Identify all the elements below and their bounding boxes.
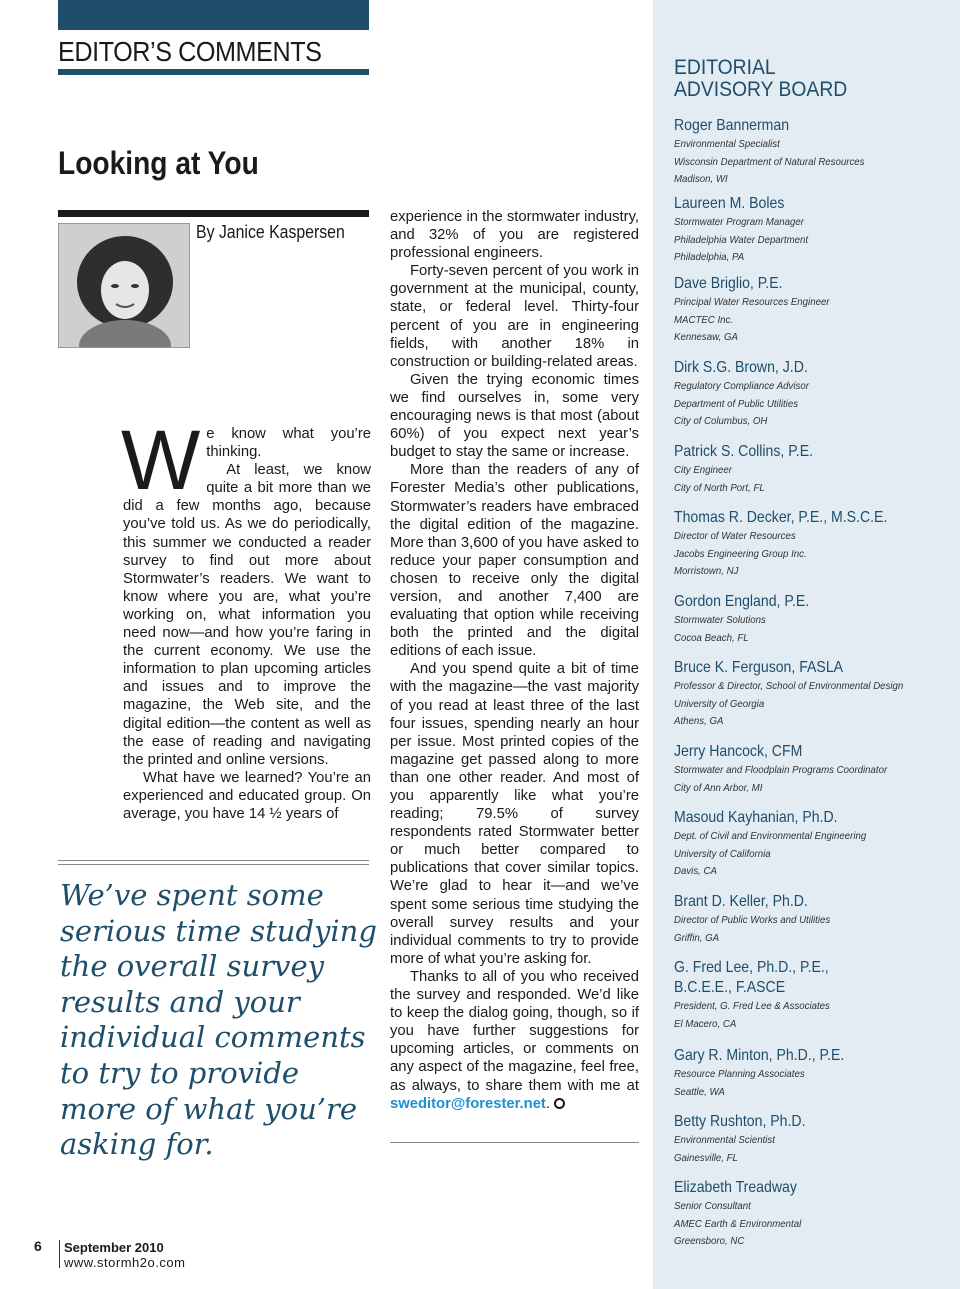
member-detail: Cocoa Beach, FL xyxy=(674,631,749,644)
member-detail: Griffin, GA xyxy=(674,931,720,944)
article-paragraph: More than the readers of any of Forester Media’s other publications, Stormwater’s readers have embraced the digital edition of the magazine. More than 3,600 of you have asked to reduce your paper consumption and chosen to receive only the digital version, and another 7,400 are evaluating that option while receiving both the printed and the digital editions of each issue. xyxy=(390,462,639,660)
member-name: Gary R. Minton, Ph.D., P.E. xyxy=(674,1047,845,1064)
member-detail: Davis, CA xyxy=(674,865,717,877)
board-member xyxy=(674,958,954,1033)
member-name: G. Fred Lee, Ph.D., P.E., xyxy=(674,959,829,976)
section-title: EDITOR’S COMMENTS xyxy=(58,36,322,67)
header-color-bar xyxy=(58,0,369,30)
board-member xyxy=(674,274,954,347)
member-name: Patrick S. Collins, P.E. xyxy=(674,443,814,460)
article-paragraph: experience in the stormwater industry, and 32% of you are registered professional engineers. xyxy=(390,209,639,262)
board-member xyxy=(674,592,954,647)
member-detail: Gainesville, FL xyxy=(674,1151,738,1164)
member-name-continued: B.C.E.E., F.ASCE xyxy=(674,979,786,996)
article-title: Looking at You xyxy=(58,145,259,181)
member-detail: Environmental Scientist xyxy=(674,1134,775,1146)
board-member xyxy=(674,1178,954,1251)
member-detail: Morristown, NJ xyxy=(674,565,739,577)
board-member xyxy=(674,1046,954,1101)
article-paragraph: And you spend quite a bit of time with the magazine—the vast majority of you read at least three of the last four issues, spending nearly an hour per issue. Most printed copies of the magazine get passed along to more than one other reader. And most of you apparently like what you’re reading; 79.5% of survey respondents rated Stormwater better or much better compared to publications that cover similar topics. We’re glad to hear it—and we’ve spent some serious time studying the overall survey results and your individual comments to try to provide more of what you’re asking for. xyxy=(390,661,639,967)
member-detail: Madison, WI xyxy=(674,173,728,185)
member-detail: University of Georgia xyxy=(674,697,765,710)
member-name: Bruce K. Ferguson, FASLA xyxy=(674,659,844,676)
email-suffix: . xyxy=(545,1095,550,1112)
member-detail: Director of Water Resources xyxy=(674,530,796,542)
column-end-rule xyxy=(390,1142,639,1143)
section-rule xyxy=(58,69,369,75)
author-photo xyxy=(58,223,190,348)
member-detail: AMEC Earth & Environmental xyxy=(674,1217,802,1230)
member-detail: Principal Water Resources Engineer xyxy=(674,296,830,308)
board-title-line2: ADVISORY BOARD xyxy=(674,78,848,101)
article-column-middle xyxy=(390,208,639,1113)
board-member xyxy=(674,808,954,881)
member-detail: Department of Public Utilities xyxy=(674,397,799,410)
board-member xyxy=(674,892,954,947)
pull-quote: We’ve spent some serious time studying the overall survey results and your individual comments to try to provide more of what you’re asking for. xyxy=(60,878,377,1162)
board-member xyxy=(674,442,954,497)
member-detail: Wisconsin Department of Natural Resources xyxy=(674,155,865,168)
member-detail: Director of Public Works and Utilities xyxy=(674,914,831,926)
member-detail: City of Ann Arbor, MI xyxy=(674,781,763,794)
member-name: Brant D. Keller, Ph.D. xyxy=(674,893,808,910)
board-member xyxy=(674,508,954,581)
member-detail: University of California xyxy=(674,847,771,860)
member-detail: City of Columbus, OH xyxy=(674,415,768,427)
member-detail: Stormwater Solutions xyxy=(674,614,766,626)
member-detail: Senior Consultant xyxy=(674,1200,751,1212)
member-detail: MACTEC Inc. xyxy=(674,313,734,326)
article-paragraph: What have we learned? You’re an experienced and educated group. On average, you have 14 ½ years of xyxy=(123,769,371,822)
website-url: www.stormh2o.com xyxy=(64,1255,186,1270)
final-paragraph-text: Thanks to all of you who received the survey and responded. We’d like to keep the dialog going, though, so if you have further suggestions for upcoming articles, or comments on any aspect of the magazine, feel free, as always, to share them with me at xyxy=(390,968,639,1094)
article-paragraph: e know what you’re thinking. xyxy=(206,426,371,461)
board-title xyxy=(674,57,847,101)
member-detail: Jacobs Engineering Group Inc. xyxy=(674,547,807,560)
member-detail: President, G. Fred Lee & Associates xyxy=(674,1000,830,1012)
board-member xyxy=(674,194,954,267)
member-detail: City Engineer xyxy=(674,464,732,476)
board-member xyxy=(674,116,954,189)
member-detail: Resource Planning Associates xyxy=(674,1068,805,1080)
member-name: Jerry Hancock, CFM xyxy=(674,743,803,760)
member-name: Betty Rushton, Ph.D. xyxy=(674,1113,806,1130)
member-detail: Professor & Director, School of Environmental Design xyxy=(674,680,904,692)
member-detail: Kennesaw, GA xyxy=(674,331,738,343)
article-column-left xyxy=(121,413,371,823)
article-paragraph-final xyxy=(390,968,639,1113)
dropcap: W xyxy=(121,413,201,507)
board-title-line1: EDITORIAL xyxy=(674,56,776,79)
board-member xyxy=(674,358,954,431)
article-paragraph: Forty-seven percent of you work in government at the municipal, county, state, or federal level. Thirty-four percent of you are in engineering fields, with another 18% in construction or building-related areas. xyxy=(390,263,639,370)
member-name: Masoud Kayhanian, Ph.D. xyxy=(674,809,838,826)
pullquote-rule xyxy=(58,860,369,861)
board-member xyxy=(674,1112,954,1167)
member-name: Elizabeth Treadway xyxy=(674,1179,797,1196)
board-member xyxy=(674,658,954,731)
member-detail: Greensboro, NC xyxy=(674,1235,745,1247)
member-name: Dave Briglio, P.E. xyxy=(674,275,783,292)
member-name: Roger Bannerman xyxy=(674,117,790,134)
page-number: 6 xyxy=(34,1238,42,1254)
pullquote-rule xyxy=(58,864,369,865)
member-detail: Stormwater and Floodplain Programs Coordinator xyxy=(674,764,888,776)
member-name: Dirk S.G. Brown, J.D. xyxy=(674,359,808,376)
issue-date: September 2010 xyxy=(64,1240,164,1255)
article-paragraph: Given the trying economic times we find ourselves in, some very encouraging news is that most (about 60%) of you expect next year’s budget to stay the same or increase. xyxy=(390,371,639,461)
member-detail: Philadelphia, PA xyxy=(674,251,745,263)
article-paragraph: At least, we know quite a bit more than we did a few months ago, because you’ve told us. As we do periodically, this summer we conducted a reader survey to find out more about Stormwater’s readers. We want to know where you are, what you’re working on, what information you need now—and how you’re faring in the current economy. We use the information to plan upcoming articles and issues and to improve the magazine, the Web site, and the digital edition—the content as well as the ease of reading and navigating the printed and online versions. xyxy=(123,462,371,768)
member-detail: El Macero, CA xyxy=(674,1017,737,1030)
board-member xyxy=(674,742,954,797)
member-detail: Environmental Specialist xyxy=(674,138,780,150)
footer-divider xyxy=(59,1240,60,1268)
editor-email-link[interactable]: sweditor@forester.net xyxy=(390,1095,546,1112)
member-detail: Philadelphia Water Department xyxy=(674,233,809,246)
byline-rule xyxy=(58,210,369,217)
member-detail: Athens, GA xyxy=(674,715,724,727)
member-detail: City of North Port, FL xyxy=(674,481,765,494)
member-detail: Regulatory Compliance Advisor xyxy=(674,380,809,392)
member-detail: Stormwater Program Manager xyxy=(674,216,804,228)
member-detail: Dept. of Civil and Environmental Engineering xyxy=(674,830,867,842)
byline: By Janice Kaspersen xyxy=(196,222,345,242)
member-name: Gordon England, P.E. xyxy=(674,593,810,610)
member-name: Laureen M. Boles xyxy=(674,195,785,212)
member-name: Thomas R. Decker, P.E., M.S.C.E. xyxy=(674,509,888,526)
end-mark-icon xyxy=(554,1098,565,1109)
member-detail: Seattle, WA xyxy=(674,1085,725,1098)
